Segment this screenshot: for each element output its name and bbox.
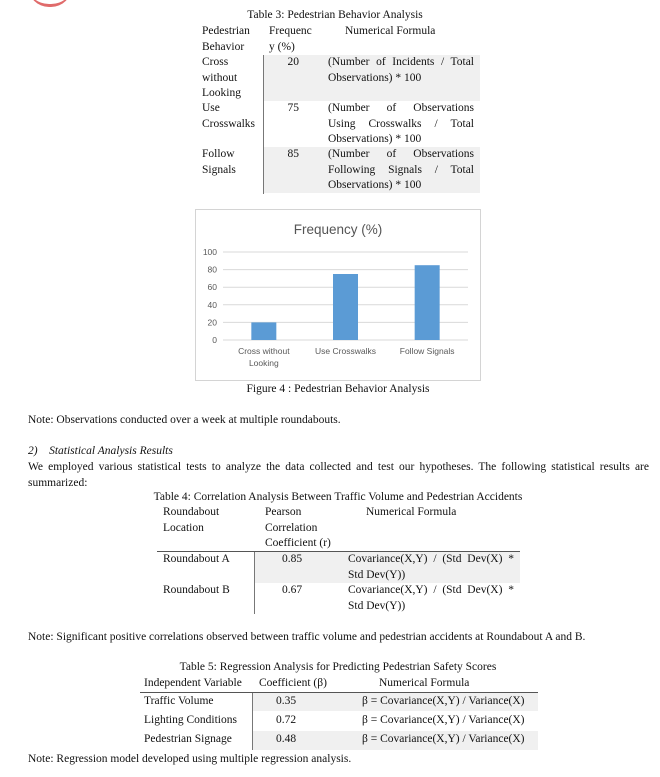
table4-formula [348, 583, 514, 614]
formula-text: Following Signals / Total [328, 163, 474, 176]
table3-formula [328, 101, 474, 148]
table4-caption: Table 4: Correlation Analysis Between Traffic Volume and Pedestrian Accidents [153, 491, 523, 503]
table4-header-pearson [265, 505, 331, 552]
header-text: Coefficient (r) [265, 537, 331, 549]
x-category-label: Cross without [238, 346, 290, 356]
behavior-text: Signals [202, 163, 236, 176]
paragraph-line: summarized: [28, 476, 88, 489]
formula-text: Observations) * 100 [328, 179, 422, 191]
behavior-text: Use [202, 102, 220, 114]
table5-caption: Table 5: Regression Analysis for Predicting Pedestrian Safety Scores [179, 661, 497, 673]
table5-coefficient: 0.72 [275, 714, 297, 726]
table3-formula [328, 55, 474, 86]
table5-header-formula: Numerical Formula [379, 677, 470, 689]
table3-row [202, 147, 262, 178]
formula-text: Covariance(X,Y) / (Std Dev(X) * [348, 584, 514, 596]
table5-variable: Pedestrian Signage [144, 733, 232, 745]
table3-header-formula: Numerical Formula [345, 25, 436, 37]
behavior-text: Crosswalks [202, 117, 256, 130]
table3-header-frequency [269, 24, 317, 55]
y-tick-label: 60 [207, 282, 217, 293]
formula-text: Using Crosswalks / Total [328, 117, 474, 130]
table5-column-divider [252, 693, 253, 750]
formula-text: (Number of Incidents / Total [328, 56, 474, 68]
y-tick-label: 80 [207, 264, 217, 275]
table3-frequency-value: 75 [287, 102, 299, 114]
table5-coefficient: 0.35 [275, 695, 297, 707]
y-tick-label: 20 [207, 317, 217, 328]
table5-coefficient: 0.48 [275, 733, 297, 745]
header-text: Pearson [265, 506, 302, 518]
table4-r-value: 0.85 [281, 553, 303, 565]
formula-text: (Number of Observations [328, 148, 474, 160]
behavior-text: Cross [202, 56, 229, 68]
behavior-text: without [202, 71, 238, 84]
header-text: Correlation [265, 521, 318, 534]
y-tick-label: 40 [207, 299, 217, 310]
chart-title: Frequency (%) [293, 222, 383, 237]
y-tick-label: 0 [212, 335, 217, 345]
table5-formula: β = Covariance(X,Y) / Variance(X) [362, 733, 525, 745]
table3-caption: Table 3: Pedestrian Behavior Analysis [247, 9, 423, 21]
table4-formula [348, 552, 514, 583]
table3-row [202, 101, 262, 132]
behavior-text: Looking [202, 87, 241, 99]
table5-variable: Lighting Conditions [144, 714, 237, 726]
body-paragraph [28, 460, 649, 491]
table4-location: Roundabout A [163, 553, 230, 565]
formula-text: Observations) * 100 [328, 71, 422, 84]
x-category-label: Looking [248, 358, 279, 368]
table3-header-behavior [202, 24, 262, 55]
behavior-text: Follow [202, 148, 235, 160]
section-title: Statistical Analysis Results [49, 445, 173, 457]
formula-text: Std Dev(Y)) [348, 568, 406, 581]
header-text: Pedestrian [202, 25, 250, 37]
table3-frequency-value: 85 [287, 148, 299, 160]
header-text: Frequenc [269, 25, 312, 37]
y-tick-label: 100 [202, 247, 217, 257]
table5-variable: Traffic Volume [144, 695, 214, 707]
x-category-label: Follow Signals [399, 346, 455, 356]
note-correlations: Note: Significant positive correlations observed between traffic volume and pedestrian accidents at Roundabout A and B. [28, 631, 586, 643]
formula-text: (Number of Observations [328, 102, 474, 114]
table3-column-divider [263, 55, 264, 194]
logo-fragment [28, 0, 72, 7]
section-number: 2) [28, 445, 38, 457]
formula-text: Observations) * 100 [328, 133, 422, 145]
paragraph-line: We employed various statistical tests to analyze the data collected and test our hypotheses. The following statistical results are [28, 461, 649, 473]
formula-text: Std Dev(Y)) [348, 599, 406, 612]
table4-r-value: 0.67 [281, 584, 303, 596]
table3-row [202, 55, 262, 102]
table4-location: Roundabout B [163, 584, 230, 596]
header-text: Location [163, 521, 204, 534]
x-category-label: Use Crosswalks [315, 346, 376, 356]
note-observations: Note: Observations conducted over a week at multiple roundabouts. [28, 414, 341, 426]
header-text: Roundabout [163, 506, 220, 518]
figure4-chart [195, 209, 481, 381]
table4-column-divider [254, 552, 255, 614]
table4-header-location [163, 505, 219, 536]
formula-text: Covariance(X,Y) / (Std Dev(X) * [348, 553, 514, 565]
table4-header-formula: Numerical Formula [366, 506, 457, 518]
table5-header-variable: Independent Variable [144, 677, 242, 689]
header-text: Behavior [202, 40, 245, 53]
table5-formula: β = Covariance(X,Y) / Variance(X) [362, 695, 525, 707]
table5-formula: β = Covariance(X,Y) / Variance(X) [362, 714, 525, 726]
table5-header-coefficient: Coefficient (β) [259, 677, 327, 689]
bar [333, 274, 358, 340]
section-heading [28, 444, 173, 460]
table3-formula [328, 147, 474, 194]
header-text: y (%) [269, 40, 295, 53]
table3-frequency-value: 20 [287, 56, 299, 68]
bar [251, 322, 276, 340]
note-regression: Note: Regression model developed using multiple regression analysis. [28, 753, 352, 765]
bar [415, 265, 440, 340]
bar-chart-svg [196, 210, 480, 380]
figure4-caption: Figure 4 : Pedestrian Behavior Analysis [246, 383, 430, 395]
